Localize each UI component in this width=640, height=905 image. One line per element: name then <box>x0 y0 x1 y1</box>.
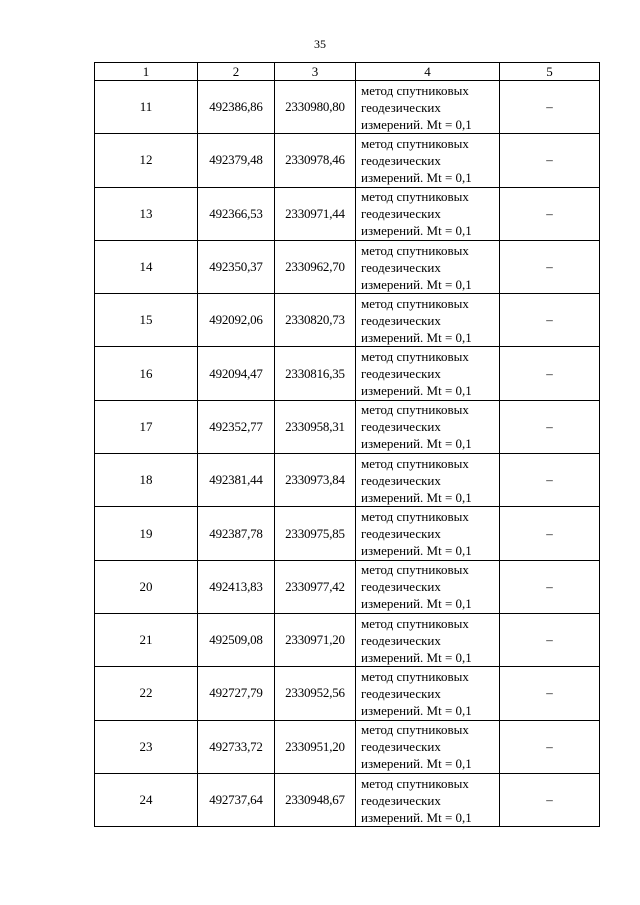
table-row <box>95 240 600 293</box>
note-cell: – <box>500 187 600 240</box>
method-cell: метод спутниковых геодезических измерений. Mt = 0,1 <box>356 134 500 187</box>
x-coordinate-cell: 492352,77 <box>198 400 275 453</box>
x-coordinate-cell: 492733,72 <box>198 720 275 773</box>
note-cell: – <box>500 454 600 507</box>
y-coordinate-cell: 2330973,84 <box>275 454 356 507</box>
note-cell: – <box>500 773 600 826</box>
coordinates-table <box>94 62 600 827</box>
column-header-5: 5 <box>500 63 600 81</box>
table-row <box>95 347 600 400</box>
table-row <box>95 187 600 240</box>
table-row <box>95 560 600 613</box>
column-header-3: 3 <box>275 63 356 81</box>
method-cell: метод спутниковых геодезических измерений. Mt = 0,1 <box>356 773 500 826</box>
y-coordinate-cell: 2330958,31 <box>275 400 356 453</box>
y-coordinate-cell: 2330975,85 <box>275 507 356 560</box>
column-header-2: 2 <box>198 63 275 81</box>
y-coordinate-cell: 2330820,73 <box>275 294 356 347</box>
x-coordinate-cell: 492092,06 <box>198 294 275 347</box>
point-number-cell: 17 <box>95 400 198 453</box>
table-row <box>95 507 600 560</box>
point-number-cell: 21 <box>95 613 198 666</box>
method-cell: метод спутниковых геодезических измерений. Mt = 0,1 <box>356 81 500 134</box>
note-cell: – <box>500 560 600 613</box>
table-row <box>95 613 600 666</box>
table-row <box>95 81 600 134</box>
x-coordinate-cell: 492379,48 <box>198 134 275 187</box>
y-coordinate-cell: 2330980,80 <box>275 81 356 134</box>
note-cell: – <box>500 507 600 560</box>
note-cell: – <box>500 294 600 347</box>
x-coordinate-cell: 492737,64 <box>198 773 275 826</box>
table-body <box>95 81 600 827</box>
note-cell: – <box>500 347 600 400</box>
point-number-cell: 20 <box>95 560 198 613</box>
x-coordinate-cell: 492727,79 <box>198 667 275 720</box>
y-coordinate-cell: 2330971,20 <box>275 613 356 666</box>
x-coordinate-cell: 492509,08 <box>198 613 275 666</box>
x-coordinate-cell: 492366,53 <box>198 187 275 240</box>
x-coordinate-cell: 492413,83 <box>198 560 275 613</box>
column-header-1: 1 <box>95 63 198 81</box>
table-row <box>95 720 600 773</box>
table-row <box>95 134 600 187</box>
method-cell: метод спутниковых геодезических измерений. Mt = 0,1 <box>356 400 500 453</box>
point-number-cell: 23 <box>95 720 198 773</box>
point-number-cell: 16 <box>95 347 198 400</box>
table-row <box>95 773 600 826</box>
point-number-cell: 13 <box>95 187 198 240</box>
method-cell: метод спутниковых геодезических измерений. Mt = 0,1 <box>356 613 500 666</box>
table-row <box>95 294 600 347</box>
note-cell: – <box>500 134 600 187</box>
method-cell: метод спутниковых геодезических измерений. Mt = 0,1 <box>356 454 500 507</box>
method-cell: метод спутниковых геодезических измерений. Mt = 0,1 <box>356 187 500 240</box>
x-coordinate-cell: 492387,78 <box>198 507 275 560</box>
method-cell: метод спутниковых геодезических измерений. Mt = 0,1 <box>356 240 500 293</box>
table-row <box>95 667 600 720</box>
note-cell: – <box>500 667 600 720</box>
y-coordinate-cell: 2330948,67 <box>275 773 356 826</box>
y-coordinate-cell: 2330952,56 <box>275 667 356 720</box>
point-number-cell: 14 <box>95 240 198 293</box>
point-number-cell: 24 <box>95 773 198 826</box>
header-row <box>95 63 600 81</box>
y-coordinate-cell: 2330962,70 <box>275 240 356 293</box>
note-cell: – <box>500 81 600 134</box>
x-coordinate-cell: 492381,44 <box>198 454 275 507</box>
method-cell: метод спутниковых геодезических измерений. Mt = 0,1 <box>356 667 500 720</box>
table-row <box>95 454 600 507</box>
note-cell: – <box>500 613 600 666</box>
page-number: 35 <box>314 37 326 51</box>
note-cell: – <box>500 720 600 773</box>
column-header-4: 4 <box>356 63 500 81</box>
method-cell: метод спутниковых геодезических измерений. Mt = 0,1 <box>356 507 500 560</box>
method-cell: метод спутниковых геодезических измерений. Mt = 0,1 <box>356 347 500 400</box>
point-number-cell: 19 <box>95 507 198 560</box>
y-coordinate-cell: 2330978,46 <box>275 134 356 187</box>
point-number-cell: 11 <box>95 81 198 134</box>
y-coordinate-cell: 2330971,44 <box>275 187 356 240</box>
point-number-cell: 12 <box>95 134 198 187</box>
table-row <box>95 400 600 453</box>
method-cell: метод спутниковых геодезических измерений. Mt = 0,1 <box>356 294 500 347</box>
table-header <box>95 63 600 81</box>
y-coordinate-cell: 2330951,20 <box>275 720 356 773</box>
method-cell: метод спутниковых геодезических измерений. Mt = 0,1 <box>356 720 500 773</box>
y-coordinate-cell: 2330977,42 <box>275 560 356 613</box>
x-coordinate-cell: 492094,47 <box>198 347 275 400</box>
point-number-cell: 15 <box>95 294 198 347</box>
x-coordinate-cell: 492386,86 <box>198 81 275 134</box>
x-coordinate-cell: 492350,37 <box>198 240 275 293</box>
y-coordinate-cell: 2330816,35 <box>275 347 356 400</box>
point-number-cell: 18 <box>95 454 198 507</box>
point-number-cell: 22 <box>95 667 198 720</box>
method-cell: метод спутниковых геодезических измерений. Mt = 0,1 <box>356 560 500 613</box>
note-cell: – <box>500 400 600 453</box>
note-cell: – <box>500 240 600 293</box>
